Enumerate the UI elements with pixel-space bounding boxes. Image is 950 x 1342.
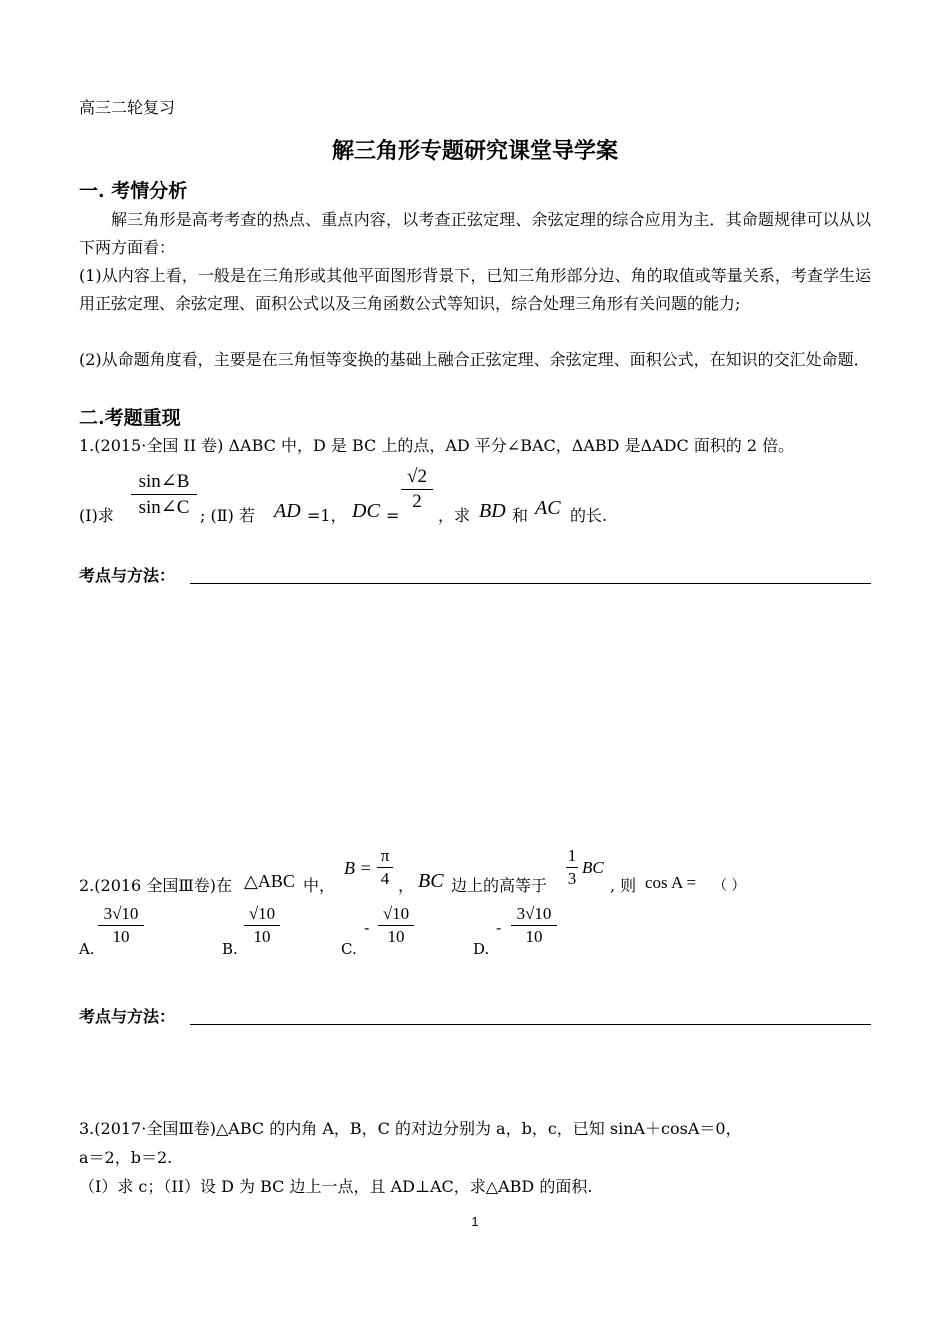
q2-option-b-numerator: √10 — [248, 904, 276, 923]
q2-height-text: 边上的高等于 — [451, 876, 548, 895]
section1-point1: (1)从内容上看，一般是在三角形或其他平面图形背景下，已知三角形部分边、角的取值或等量关系，考查学生运用正弦定理、余弦定理、面积公式以及三角函数公式等知识，综合处理三角形有关问题的能力; — [79, 266, 871, 313]
q2-option-a-numerator: 3√10 — [103, 904, 139, 923]
q2-option-d-sign: - — [496, 918, 502, 937]
q2-option-c-fraction[interactable] — [378, 904, 414, 947]
q1-ratio-denominator: sin∠C — [138, 497, 190, 518]
q3-line1: 3.(2017·全国Ⅲ卷)△ABC 的内角 A，B，C 的对边分别为 a，b，c，已知 sinA＋cosA＝0， — [79, 1119, 742, 1138]
q1-ratio-fraction — [131, 470, 197, 519]
q1-dc-denominator: 2 — [412, 491, 422, 512]
q2-option-a-fraction[interactable] — [98, 904, 144, 947]
q1-bd-label: BD — [479, 500, 506, 522]
q1-part1-prefix: (Ⅰ)求 — [79, 506, 114, 525]
q1-part2-prefix: ; (Ⅱ) 若 — [200, 506, 255, 525]
q2-cos-text: cos A = — [645, 873, 697, 892]
method-answer-line-1[interactable] — [190, 583, 871, 584]
q2-option-b-letter: B. — [222, 940, 238, 958]
section1-point2: (2)从命题角度看，主要是在三角恒等变换的基础上融合正弦定理、余弦定理、面积公式，在知识的交汇处命题． — [79, 350, 870, 369]
q2-option-d-numerator: 3√10 — [516, 904, 552, 923]
q2-pi-fraction — [377, 846, 393, 889]
q2-then-text: , 则 — [610, 876, 637, 895]
q1-stem: 1.(2015·全国 II 卷) ΔABC 中，D 是 BC 上的点，AD 平分∠BAC，ΔABD 是ΔADC 面积的 2 倍。 — [79, 436, 795, 455]
q2-option-b-fraction[interactable] — [244, 904, 280, 947]
method-label-1: 考点与方法： — [79, 568, 176, 585]
q2-option-c-sign: - — [364, 918, 370, 937]
page-number: 1 — [471, 1214, 479, 1229]
method-answer-line-2[interactable] — [190, 1024, 871, 1025]
q1-and-word: 和 — [512, 506, 529, 525]
q2-option-c-denominator: 10 — [387, 927, 405, 946]
q2-answer-paren: （ ） — [713, 878, 746, 894]
q2-third-numerator: 1 — [567, 846, 577, 865]
q2-option-b-denominator: 10 — [253, 927, 271, 946]
q2-option-d-fraction[interactable] — [511, 904, 557, 947]
q2-option-c-numerator: √10 — [382, 904, 410, 923]
q1-dc-fraction — [401, 466, 433, 513]
q2-bc-label: BC — [418, 870, 444, 892]
q1-dc-numerator: √2 — [407, 466, 427, 487]
q1-ad-value: =1， — [307, 506, 347, 525]
q2-mid: 中， — [303, 876, 336, 895]
q1-tail-2: 的长. — [570, 506, 608, 525]
q2-option-d-denominator: 10 — [525, 927, 543, 946]
q2-option-d-letter: D. — [473, 940, 490, 958]
method-label-2: 考点与方法： — [79, 1009, 176, 1026]
q1-dc-equals: = — [386, 506, 400, 525]
course-label: 高三二轮复习 — [79, 98, 176, 117]
section1-intro: 解三角形是高考考查的热点、重点内容，以考查正弦定理、余弦定理的综合应用为主．其命题规律可以从以下两方面看： — [79, 210, 871, 257]
section2-heading: 二.考题重现 — [79, 407, 181, 429]
q1-ac-label: AC — [535, 497, 561, 519]
page-title: 解三角形专题研究课堂导学案 — [331, 138, 618, 164]
q2-b-equals: B = — [344, 858, 372, 878]
q2-option-c-letter: C. — [341, 940, 357, 958]
section1-heading: 一. 考情分析 — [79, 180, 188, 202]
q2-stem-prefix: 2.(2016 全国Ⅲ卷)在 — [79, 876, 232, 895]
q3-line2: a＝2，b＝2. — [79, 1148, 173, 1167]
q3-line3: （I）求 c；（II）设 D 为 BC 边上一点，且 AD⊥AC，求△ABD 的面积. — [79, 1177, 593, 1196]
q2-triangle: △ABC — [244, 871, 295, 891]
q2-comma: ， — [398, 876, 415, 895]
q1-dc-label: DC — [352, 500, 380, 522]
q1-ratio-numerator: sin∠B — [138, 471, 190, 492]
q2-pi-denominator: 4 — [380, 869, 390, 888]
q2-pi-numerator: π — [380, 846, 390, 865]
q2-third-tail: BC — [582, 858, 604, 877]
q2-option-a-letter: A. — [79, 940, 95, 958]
q2-third-denominator: 3 — [567, 869, 577, 888]
q1-ad-label: AD — [274, 500, 301, 522]
q2-third-fraction — [566, 846, 578, 889]
q1-tail-1: ，求 — [438, 506, 471, 525]
q2-option-a-denominator: 10 — [112, 927, 130, 946]
